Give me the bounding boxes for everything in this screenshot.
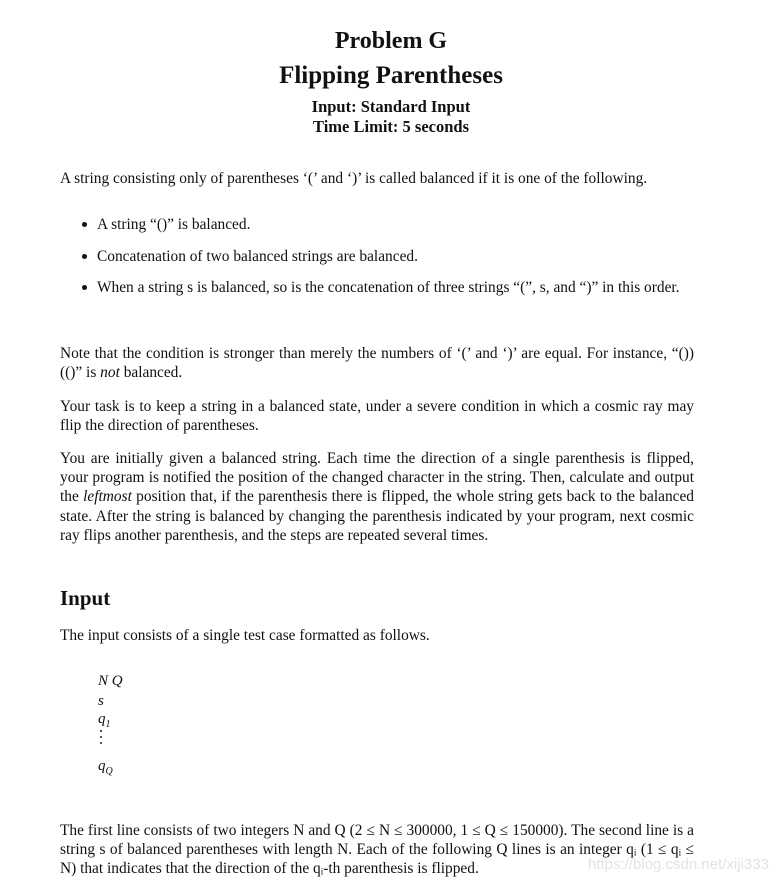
format-var: q [98, 758, 106, 774]
time-limit: Time Limit: 5 seconds [313, 117, 469, 136]
bullet-text: When a string s is balanced, so is the concatenation of three strings “(”, s, and “)” in this order. [97, 279, 680, 296]
note-text-end: balanced. [119, 364, 183, 382]
watermark: https://blog.csdn.net/xiji333 [588, 856, 769, 873]
input-lead: The input consists of a single test case formatted as follows. [60, 627, 430, 644]
note-paragraph [60, 344, 694, 382]
input-description: The first line consists of two integers N and Q (2 ≤ N ≤ 300000, 1 ≤ Q ≤ 150000). The second line is a string s of balanced parentheses with length N. Each of the following Q lines is an integer qᵢ (1 ≤ qᵢ ≤ N) that indicates that the direction of the qᵢ-th parenthesis is flipped. [60, 822, 694, 878]
bullet-text: A string “()” is balanced. [97, 216, 251, 233]
details-paragraph [60, 449, 694, 545]
format-subscript: Q [105, 766, 113, 777]
details-text-end: position that, if the parenthesis there is flipped, the whole string gets back to the balanced state. After the string is balanced by changing the parenthesis indicated by your program, next cosmic ray flips another parenthesis, and the steps are repeated several times. [60, 488, 694, 544]
format-line-nq: N Q [98, 673, 123, 689]
list-item [97, 215, 694, 234]
input-source: Input: Standard Input [311, 97, 471, 116]
problem-title: Flipping Parentheses [279, 62, 503, 89]
details-emphasis: leftmost [83, 488, 132, 506]
format-subscript: 1 [105, 719, 111, 730]
problem-label: Problem G [334, 28, 448, 54]
bullet-icon [82, 222, 87, 227]
task-paragraph: Your task is to keep a string in a balanced state, under a severe condition in which a cosmic ray may flip the direction of parentheses. [60, 398, 694, 435]
bullet-icon [82, 285, 87, 290]
format-line-s: s [98, 693, 104, 709]
details-text: You are initially given a balanced string. Each time the direction of a single parenthesis is flipped, your program is notified the position of the changed character in the string. Then, calculate and output the [60, 450, 694, 506]
bullet-icon [82, 254, 87, 259]
list-item [97, 278, 694, 297]
format-line-qq [98, 758, 113, 777]
note-text: Note that the condition is stronger than merely the numbers of ‘(’ and ‘)’ are equal. For instance, “())(()” is [60, 345, 694, 382]
intro-paragraph: A string consisting only of parentheses ‘(’ and ‘)’ is called balanced if it is one of the following. [60, 170, 648, 187]
vertical-ellipsis-icon [100, 730, 104, 748]
note-emphasis: not [100, 364, 120, 382]
input-heading: Input [60, 586, 111, 610]
format-line-q1 [98, 711, 111, 730]
list-item [97, 247, 694, 266]
format-var: q [98, 711, 106, 727]
bullet-text: Concatenation of two balanced strings are balanced. [97, 248, 418, 265]
